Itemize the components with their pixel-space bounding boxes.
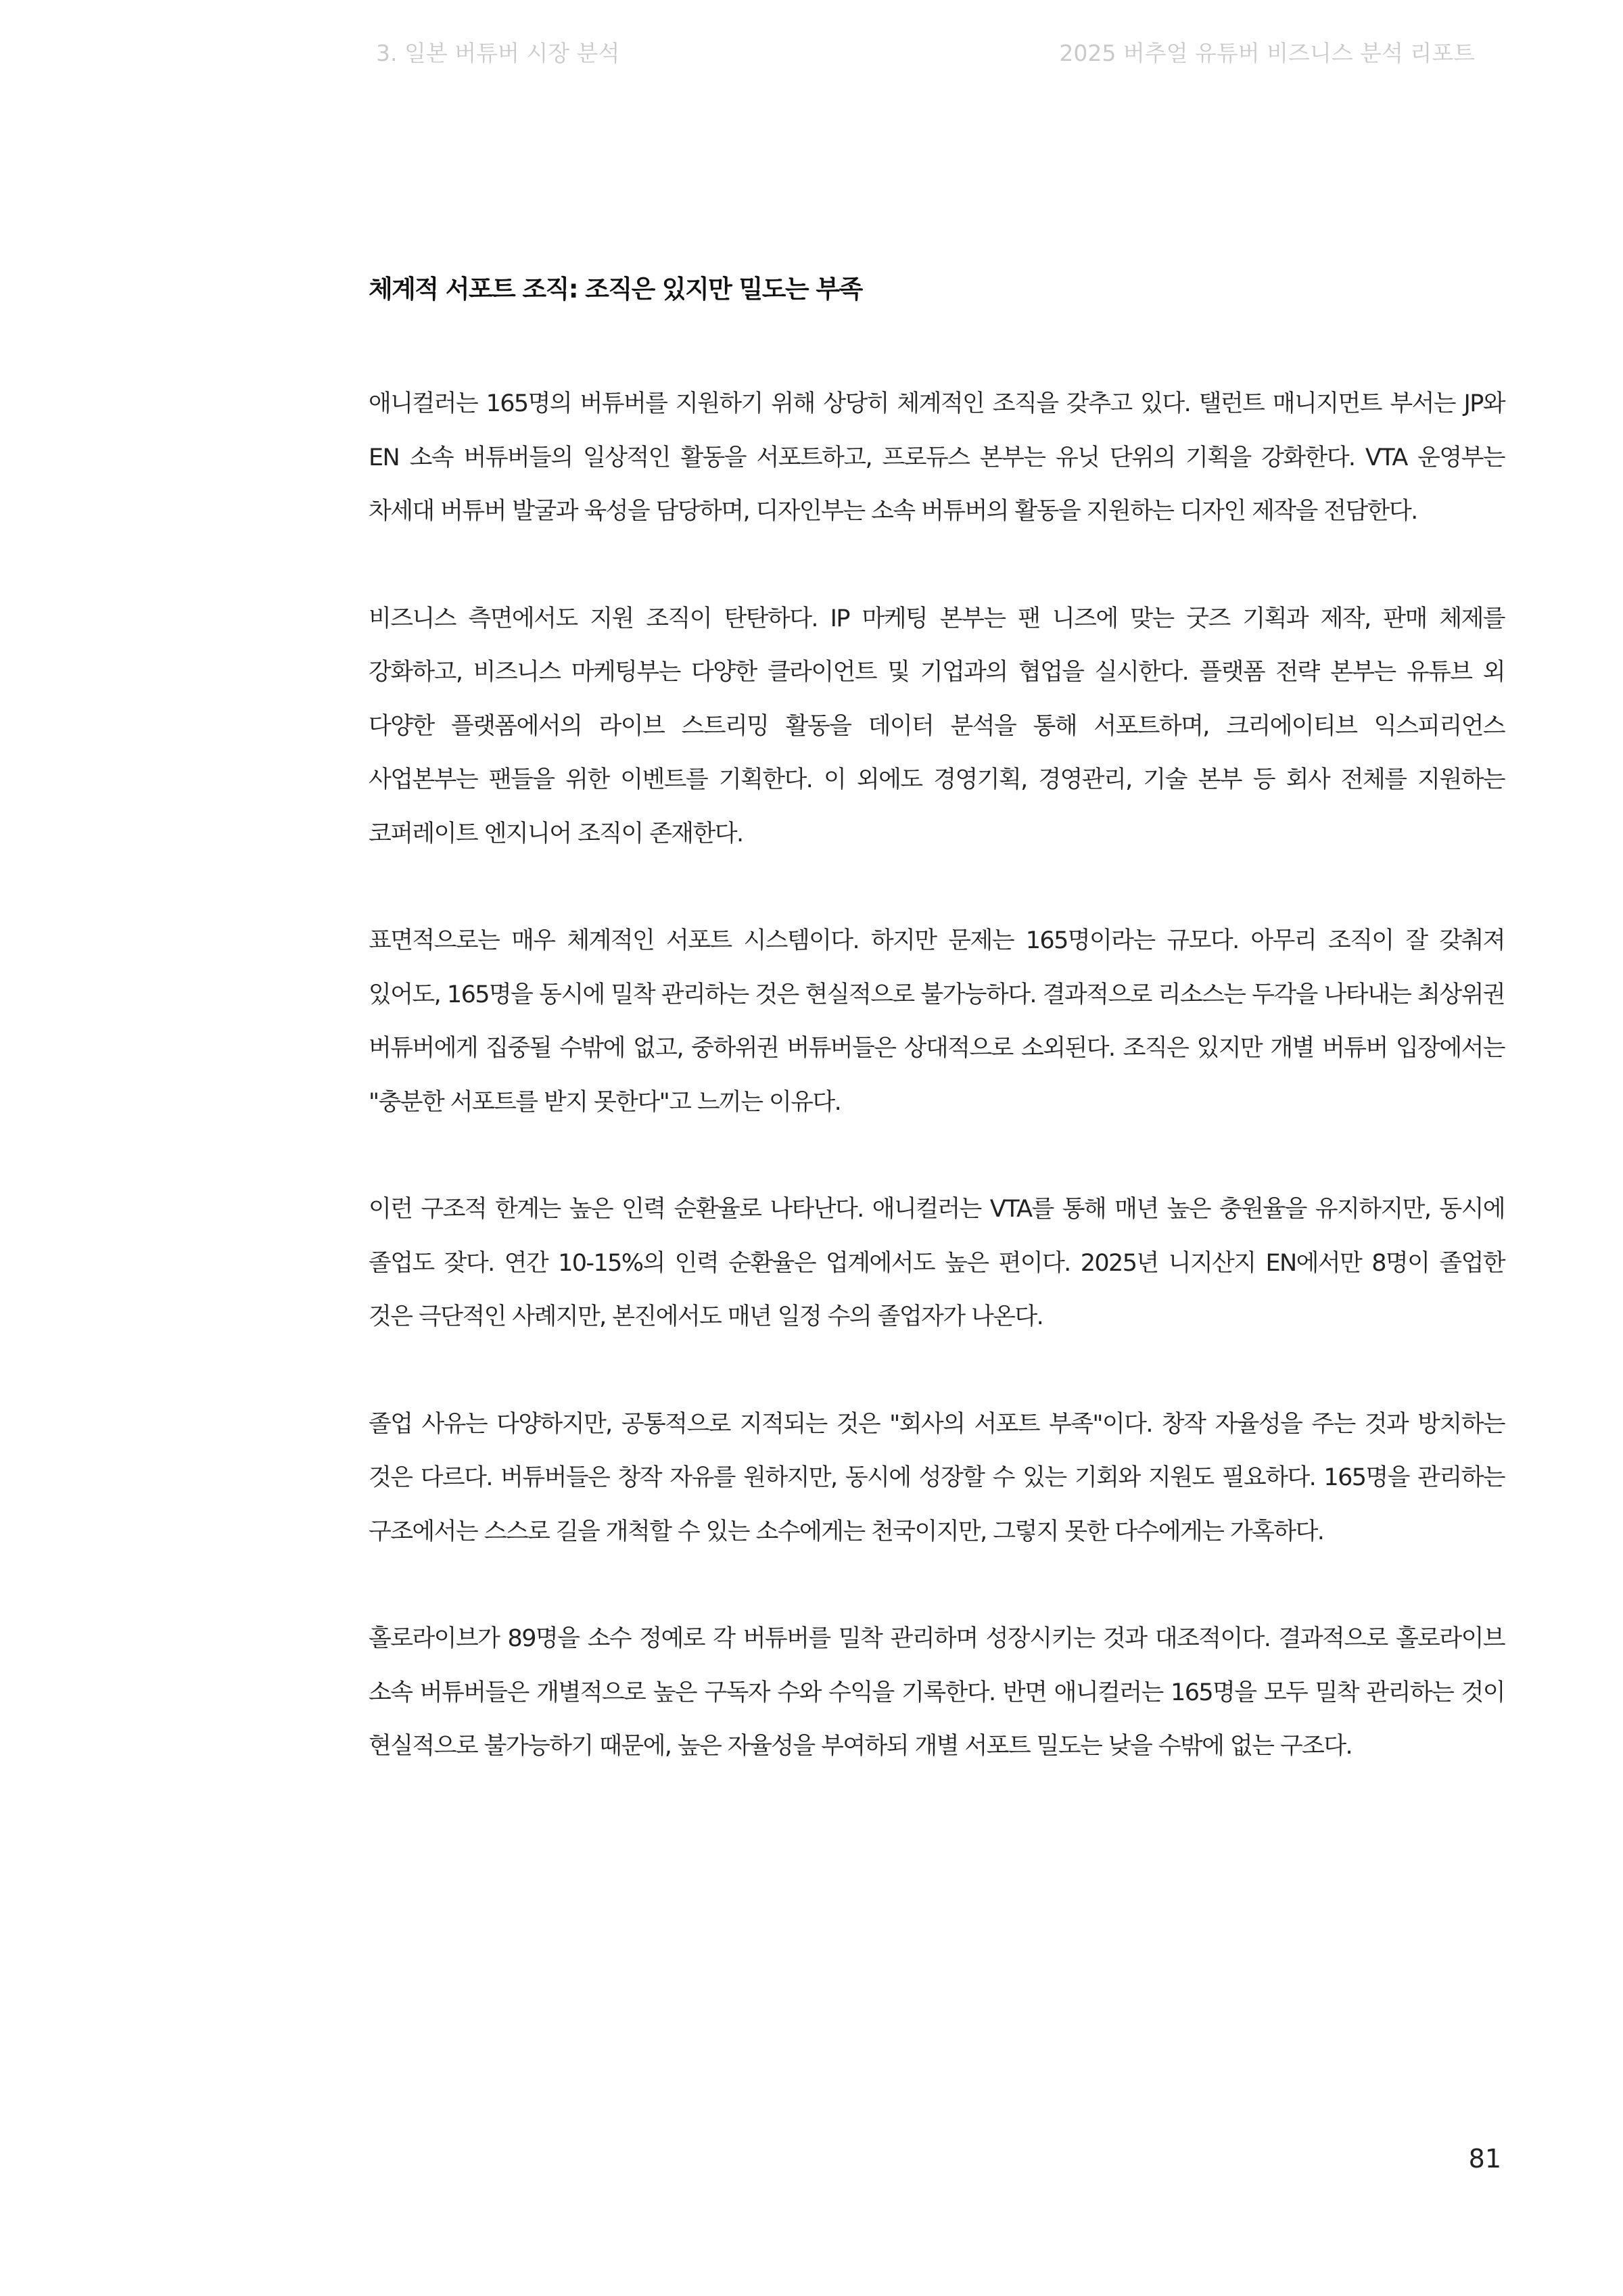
body-paragraph: 애니컬러는 165명의 버튜버를 지원하기 위해 상당히 체계적인 조직을 갖추고 있다. 탤런트 매니지먼트 부서는 JP와 EN 소속 버튜버들의 일상적인 활동을 서포트하고, 프로듀스 본부는 유닛 단위의 기획을 강화한다. VTA 운영부는 차세대 버튜버 발굴과 육성을 담당하며, 디자인부는 소속 버튜버의 활동을 지원하는 디자인 제작을 전담한다.: [369, 390, 1505, 525]
chapter-label: 3. 일본 버튜버 시장 분석: [376, 40, 620, 66]
body-paragraph: 비즈니스 측면에서도 지원 조직이 탄탄하다. IP 마케팅 본부는 팬 니즈에 맞는 굿즈 기획과 제작, 판매 체제를 강화하고, 비즈니스 마케팅부는 다양한 클라이언트 및 기업과의 협업을 실시한다. 플랫폼 전략 본부는 유튜브 외 다양한 플랫폼에서의 라이브 스트리밍 활동을 데이터 분석을 통해 서포트하며, 크리에이티브 익스피리언스 사업본부는 팬들을 위한 이벤트를 기획한다. 이 외에도 경영기획, 경영관리, 기술 본부 등 회사 전체를 지원하는 코퍼레이트 엔지니어 조직이 존재한다.: [369, 605, 1505, 847]
report-title: 2025 버추얼 유튜버 비즈니스 분석 리포트: [1059, 40, 1475, 66]
main-content: [369, 269, 1505, 1827]
running-header: [376, 37, 1475, 70]
page-number: 81: [1468, 2144, 1501, 2174]
section-heading: 체계적 서포트 조직: 조직은 있지만 밀도는 부족: [369, 275, 862, 304]
body-paragraph: 홀로라이브가 89명을 소수 정예로 각 버튜버를 밀착 관리하며 성장시키는 것과 대조적이다. 결과적으로 홀로라이브 소속 버튜버들은 개별적으로 높은 구독자 수와 수익을 기록한다. 반면 애니컬러는 165명을 모두 밀착 관리하는 것이 현실적으로 불가능하기 때문에, 높은 자율성을 부여하되 개별 서포트 밀도는 낮을 수밖에 없는 구조다.: [369, 1625, 1505, 1760]
body-paragraph: 표면적으로는 매우 체계적인 서포트 시스템이다. 하지만 문제는 165명이라는 규모다. 아무리 조직이 잘 갖춰져 있어도, 165명을 동시에 밀착 관리하는 것은 현실적으로 불가능하다. 결과적으로 리소스는 두각을 나타내는 최상위권 버튜버에게 집중될 수밖에 없고, 중하위권 버튜버들은 상대적으로 소외된다. 조직은 있지만 개별 버튜버 입장에서는 "충분한 서포트를 받지 못한다"고 느끼는 이유다.: [369, 927, 1505, 1116]
body-paragraph: 이런 구조적 한계는 높은 인력 순환율로 나타난다. 애니컬러는 VTA를 통해 매년 높은 충원율을 유지하지만, 동시에 졸업도 잦다. 연간 10-15%의 인력 순환율은 업계에서도 높은 편이다. 2025년 니지산지 EN에서만 8명이 졸업한 것은 극단적인 사례지만, 본진에서도 매년 일정 수의 졸업자가 나온다.: [369, 1196, 1505, 1330]
body-paragraph: 졸업 사유는 다양하지만, 공통적으로 지적되는 것은 "회사의 서포트 부족"이다. 창작 자율성을 주는 것과 방치하는 것은 다르다. 버튜버들은 창작 자유를 원하지만, 동시에 성장할 수 있는 기회와 지원도 필요하다. 165명을 관리하는 구조에서는 스스로 길을 개척할 수 있는 소수에게는 천국이지만, 그렇지 못한 다수에게는 가혹하다.: [369, 1410, 1505, 1545]
